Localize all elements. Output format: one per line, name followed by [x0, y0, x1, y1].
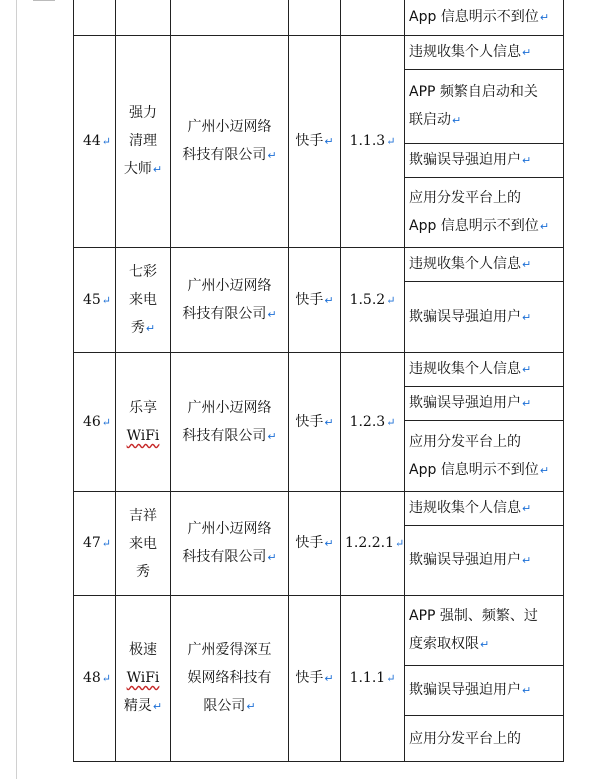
platform: 快手: [295, 133, 324, 149]
app-name-cell: [116, 353, 171, 492]
paragraph-mark-icon: ↵: [324, 135, 334, 148]
paragraph-mark-icon: ↵: [386, 135, 396, 148]
row-number-cell: [74, 248, 116, 353]
cell-text-line: 清理: [129, 133, 157, 149]
paragraph-mark-icon: ↵: [246, 700, 256, 713]
cell-text-line: 极速: [129, 642, 157, 658]
paragraph-mark-icon: ↵: [386, 415, 396, 429]
table-row: [74, 36, 564, 70]
row-number: 47: [82, 535, 101, 551]
table-row: [74, 248, 564, 282]
paragraph-mark-icon: ↵: [324, 672, 334, 685]
cell-text-line: 科技有限公司: [182, 427, 267, 444]
cell-text-line: 限公司: [203, 698, 246, 714]
issue-cell: [405, 178, 564, 248]
row-number-cell: [74, 36, 116, 248]
paragraph-mark-icon: ↵: [101, 672, 111, 685]
cell-text-line: 乐享: [129, 400, 157, 416]
issue-cell: [405, 492, 564, 526]
cell-text-line: 科技有限公司: [182, 549, 267, 565]
row-number: 46: [82, 413, 101, 430]
cell-text-line: 广州小迈网络: [187, 277, 272, 294]
paragraph-mark-icon: ↵: [101, 135, 111, 148]
issue-cell: [405, 526, 564, 596]
paragraph-mark-icon: ↵: [522, 363, 532, 376]
app-version-cell: [341, 0, 405, 36]
cell-text-line: 广州爱得深互: [187, 642, 272, 658]
paragraph-mark-icon: ↵: [522, 397, 532, 410]
paragraph-mark-icon: ↵: [522, 154, 532, 167]
paragraph-mark-icon: ↵: [394, 537, 405, 550]
cell-text-line: 广州小迈网络: [187, 521, 272, 537]
issue-cell: [405, 421, 564, 492]
paragraph-mark-icon: ↵: [539, 463, 550, 477]
developer-name-cell: [171, 36, 289, 248]
app-version: 1.1.1: [349, 670, 386, 686]
table-row: [74, 596, 564, 666]
cell-text-line: 广州小迈网络: [187, 119, 272, 135]
cell-text-line: 广州小迈网络: [187, 399, 272, 416]
cell-text-line: 精灵: [123, 698, 152, 714]
row-number: 48: [82, 670, 101, 686]
cell-text-line: 来电: [129, 291, 157, 308]
paragraph-mark-icon: ↵: [145, 321, 156, 335]
app-version: 1.1.3: [349, 133, 386, 149]
cell-text-line: 七彩: [129, 263, 157, 280]
cell-text-line: APP 强制、频繁、过: [409, 608, 538, 624]
paragraph-mark-icon: ↵: [101, 293, 111, 307]
page-corner-mark: [33, 0, 55, 1]
developer-name-cell: [171, 248, 289, 353]
paragraph-mark-icon: ↵: [522, 310, 532, 324]
row-number-cell: [74, 0, 116, 36]
cell-text-line: 吉祥: [129, 507, 157, 524]
app-version-cell: [341, 596, 405, 762]
cell-text-line: 违规收集个人信息: [409, 44, 521, 60]
app-version-cell: [341, 36, 405, 248]
issue-cell: [405, 666, 564, 716]
issue-cell: [405, 70, 564, 144]
cell-text-line: 秀: [130, 319, 145, 336]
paragraph-mark-icon: ↵: [480, 638, 490, 651]
app-version-cell: [341, 492, 405, 596]
paragraph-mark-icon: ↵: [267, 307, 277, 321]
app-version: 1.2.3: [349, 413, 386, 430]
paragraph-mark-icon: ↵: [539, 220, 550, 233]
cell-text-line: 应用分发平台上的: [409, 433, 521, 450]
platform: 快手: [295, 291, 324, 308]
platform: 快手: [295, 535, 324, 551]
cell-text-line: 欺骗误导强迫用户: [409, 682, 521, 698]
issue-cell: [405, 248, 564, 282]
paragraph-mark-icon: ↵: [522, 684, 532, 697]
cell-text-line: 来电: [129, 535, 157, 552]
cell-text-line: WiFi: [126, 428, 160, 444]
app-name-cell: [116, 596, 171, 762]
paragraph-mark-icon: ↵: [539, 10, 550, 24]
cell-text-line: 娱网络科技有: [187, 670, 272, 686]
platform-cell: [289, 596, 341, 762]
cell-text-line: 违规收集个人信息: [409, 361, 521, 377]
paragraph-mark-icon: ↵: [452, 114, 462, 127]
platform-cell: [289, 248, 341, 353]
app-name-cell: [116, 36, 171, 248]
issue-cell: [405, 387, 564, 421]
app-violation-table: [73, 0, 564, 762]
paragraph-mark-icon: ↵: [324, 415, 334, 429]
paragraph-mark-icon: ↵: [101, 537, 111, 550]
cell-text-line: 科技有限公司: [182, 147, 267, 163]
cell-text-line: 秀: [136, 563, 150, 580]
app-name-cell: [116, 248, 171, 353]
cell-text-line: App 信息明示不到位: [409, 461, 539, 478]
cell-text-line: 欺骗误导强迫用户: [409, 152, 521, 168]
cell-text-line: 联启动: [409, 112, 451, 128]
issue-cell: [405, 282, 564, 353]
cell-text-line: App 信息明示不到位: [409, 8, 539, 25]
paragraph-mark-icon: ↵: [522, 502, 532, 515]
paragraph-mark-icon: ↵: [522, 258, 532, 271]
paragraph-mark-icon: ↵: [324, 537, 334, 550]
app-version: 1.5.2: [349, 291, 386, 308]
row-number: 45: [82, 291, 101, 308]
cell-text-line: 欺骗误导强迫用户: [409, 395, 521, 411]
table-row: [74, 492, 564, 526]
cell-text-line: 违规收集个人信息: [409, 500, 521, 516]
cell-text-line: 欺骗误导强迫用户: [409, 552, 521, 568]
paragraph-mark-icon: ↵: [522, 46, 532, 59]
issue-cell: [405, 144, 564, 178]
table-row: [74, 0, 564, 36]
cell-text-line: 欺骗误导强迫用户: [409, 308, 521, 325]
row-number-cell: [74, 596, 116, 762]
cell-text-line: 应用分发平台上的: [409, 730, 521, 747]
cell-text-line: 强力: [129, 105, 157, 121]
developer-name-cell: [171, 492, 289, 596]
paragraph-mark-icon: ↵: [152, 700, 163, 713]
paragraph-mark-icon: ↵: [101, 415, 111, 429]
cell-text-line: App 信息明示不到位: [409, 218, 539, 234]
row-number: 44: [82, 133, 101, 149]
cell-text-line: 大师: [123, 161, 152, 177]
paragraph-mark-icon: ↵: [267, 149, 277, 162]
developer-name-cell: [171, 596, 289, 762]
app-name-cell: [116, 492, 171, 596]
cell-text-line: 违规收集个人信息: [409, 256, 521, 272]
row-number-cell: [74, 492, 116, 596]
platform-cell: [289, 353, 341, 492]
cell-text-line: APP 频繁自启动和关: [409, 84, 538, 100]
issue-cell: [405, 353, 564, 387]
paragraph-mark-icon: ↵: [386, 672, 396, 685]
paragraph-mark-icon: ↵: [324, 293, 334, 307]
app-version: 1.2.2.1: [345, 535, 394, 551]
paragraph-mark-icon: ↵: [522, 554, 532, 567]
cell-text-line: 应用分发平台上的: [409, 190, 521, 206]
platform-cell: [289, 0, 341, 36]
paragraph-mark-icon: ↵: [267, 429, 277, 443]
paragraph-mark-icon: ↵: [152, 163, 163, 176]
platform: 快手: [295, 413, 324, 430]
issue-cell: [405, 36, 564, 70]
platform-cell: [289, 36, 341, 248]
row-number-cell: [74, 353, 116, 492]
cell-text-line: 科技有限公司: [182, 305, 267, 322]
cell-text-line: 度索取权限: [409, 636, 479, 652]
paragraph-mark-icon: ↵: [267, 551, 277, 564]
paragraph-mark-icon: ↵: [386, 293, 396, 307]
developer-name-cell: [171, 353, 289, 492]
app-version-cell: [341, 353, 405, 492]
issue-cell: [405, 716, 564, 762]
page-margin-line: [16, 0, 17, 779]
app-version-cell: [341, 248, 405, 353]
developer-name-cell: [171, 0, 289, 36]
platform: 快手: [295, 670, 324, 686]
cell-text-line: WiFi: [126, 670, 160, 686]
app-name-cell: [116, 0, 171, 36]
issue-cell: [405, 596, 564, 666]
platform-cell: [289, 492, 341, 596]
table-row: [74, 353, 564, 387]
issue-cell: [405, 0, 564, 36]
